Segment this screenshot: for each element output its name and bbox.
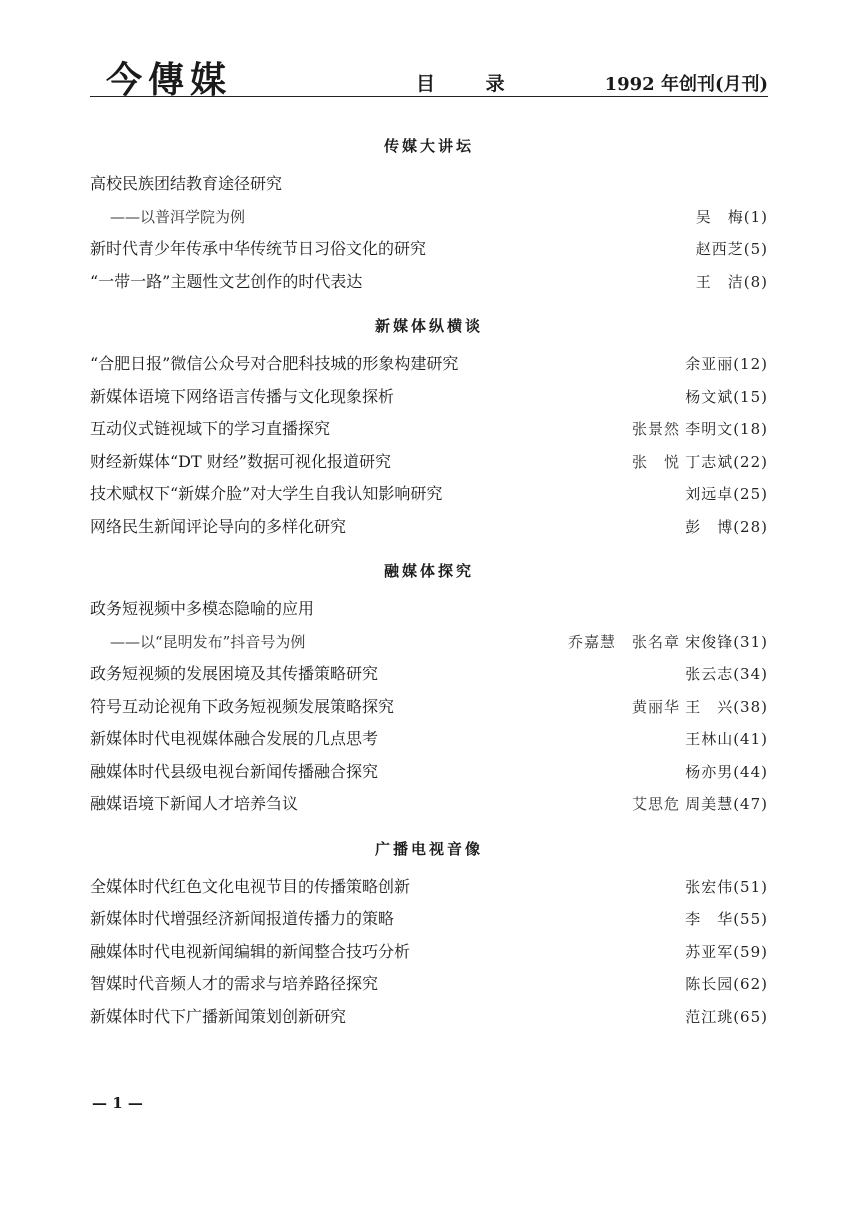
toc-entry[interactable] — [90, 233, 768, 266]
article-title: 融媒体时代电视新闻编辑的新闻整合技巧分析 — [90, 941, 411, 961]
section-heading: 传媒大讲坛 — [383, 137, 474, 155]
article-title: 符号互动论视角下政务短视频发展策略探究 — [90, 696, 395, 716]
article-author-page: 王 兴(38) — [685, 697, 768, 716]
section-heading: 融媒体探究 — [383, 562, 474, 580]
toc-entry-subtitle[interactable] — [90, 626, 768, 659]
article-author-page: 张云志(34) — [685, 665, 768, 683]
toc-entry[interactable] — [90, 478, 768, 511]
article-author-page: 李 华(55) — [685, 910, 768, 928]
toc-entry[interactable] — [90, 871, 768, 904]
section-heading: 新媒体纵横谈 — [374, 317, 483, 335]
article-author-page: 吴 梅(1) — [695, 207, 768, 226]
article-author-page: 丁志斌(22) — [685, 452, 768, 471]
article-title: 政务短视频中多模态隐喻的应用 — [90, 599, 315, 618]
article-coauthors: 乔嘉慧 张名章 — [567, 632, 680, 651]
page-header — [90, 52, 768, 101]
toc-entry[interactable] — [90, 511, 768, 544]
article-coauthors: 张景然 — [631, 420, 680, 438]
article-coauthors: 黄丽华 — [631, 697, 680, 716]
toc-entry[interactable] — [90, 266, 768, 299]
article-title: 全媒体时代红色文化电视节目的传播策略创新 — [90, 876, 411, 896]
article-title: 互动仪式链视域下的学习直播探究 — [90, 419, 331, 438]
toc-entry[interactable] — [90, 381, 768, 414]
article-title: 融媒语境下新闻人才培养刍议 — [90, 794, 299, 813]
toc-entry[interactable] — [90, 593, 768, 626]
article-author-page: 周美慧(47) — [685, 795, 768, 813]
article-title: 网络民生新闻评论导向的多样化研究 — [90, 516, 347, 536]
issue-info: 1992 年创刊(月刊) — [604, 74, 768, 95]
toc-entry[interactable] — [90, 348, 768, 381]
article-author-page: 张宏伟(51) — [685, 877, 768, 896]
table-of-contents — [90, 128, 768, 1033]
article-author-page: 苏亚军(59) — [685, 942, 768, 961]
section-heading: 广播电视音像 — [374, 839, 483, 858]
toc-entry[interactable] — [90, 788, 768, 821]
article-title: ——以“昆明发布”抖音号为例 — [110, 632, 306, 651]
toc-entry[interactable] — [90, 936, 768, 969]
article-author-page: 赵西芝(5) — [695, 240, 768, 258]
section-spacer — [90, 543, 768, 553]
article-title: ——以普洱学院为例 — [110, 207, 246, 226]
toc-entry[interactable] — [90, 413, 768, 446]
section-spacer — [90, 298, 768, 308]
article-title: 政务短视频的发展困境及其传播策略研究 — [90, 664, 379, 683]
toc-entry[interactable] — [90, 168, 768, 201]
header-divider — [90, 96, 768, 97]
article-author-page: 宋俊锋(31) — [685, 632, 768, 651]
article-title: 智媒时代音频人才的需求与培养路径探究 — [90, 974, 379, 993]
toc-entry[interactable] — [90, 723, 768, 756]
toc-entry[interactable] — [90, 446, 768, 479]
article-title: “合肥日报”微信公众号对合肥科技城的形象构建研究 — [90, 354, 459, 373]
article-author-page: 杨亦男(44) — [685, 762, 768, 781]
article-author-page: 彭 博(28) — [685, 517, 768, 536]
article-author-page: 刘远卓(25) — [685, 485, 768, 503]
journal-logo: 今傳媒 — [106, 59, 233, 101]
article-author-page: 王林山(41) — [685, 730, 768, 748]
article-title: 融媒体时代县级电视台新闻传播融合探究 — [90, 761, 379, 781]
article-author-page: 王 洁(8) — [695, 272, 768, 291]
page-title: 目 录 — [416, 73, 527, 95]
article-coauthors: 张 悦 — [631, 452, 680, 471]
toc-entry[interactable] — [90, 1001, 768, 1034]
article-author-page: 范江珧(65) — [685, 1007, 768, 1026]
article-title: 新时代青少年传承中华传统节日习俗文化的研究 — [90, 239, 427, 258]
toc-entry[interactable] — [90, 658, 768, 691]
toc-entry[interactable] — [90, 968, 768, 1001]
article-coauthors: 艾思危 — [631, 795, 680, 813]
article-title: 财经新媒体“DT 财经”数据可视化报道研究 — [90, 451, 391, 471]
article-title: 新媒体时代电视媒体融合发展的几点思考 — [90, 729, 379, 748]
toc-entry[interactable] — [90, 756, 768, 789]
article-author-page: 杨文斌(15) — [685, 387, 768, 406]
article-title: 高校民族团结教育途径研究 — [90, 174, 283, 193]
toc-entry-subtitle[interactable] — [90, 201, 768, 234]
article-title: 新媒体时代增强经济新闻报道传播力的策略 — [90, 909, 395, 928]
toc-entry[interactable] — [90, 903, 768, 936]
section-spacer — [90, 821, 768, 831]
article-title: 新媒体语境下网络语言传播与文化现象探析 — [90, 386, 395, 406]
page-number: — 1 — — [92, 1094, 143, 1112]
article-author-page: 陈长园(62) — [685, 975, 768, 993]
toc-entry[interactable] — [90, 691, 768, 724]
article-title: 新媒体时代下广播新闻策划创新研究 — [90, 1006, 347, 1026]
article-author-page: 余亚丽(12) — [685, 355, 768, 373]
article-title: “一带一路”主题性文艺创作的时代表达 — [90, 271, 363, 291]
article-title: 技术赋权下“新媒介脸”对大学生自我认知影响研究 — [90, 484, 443, 503]
article-author-page: 李明文(18) — [685, 420, 768, 438]
